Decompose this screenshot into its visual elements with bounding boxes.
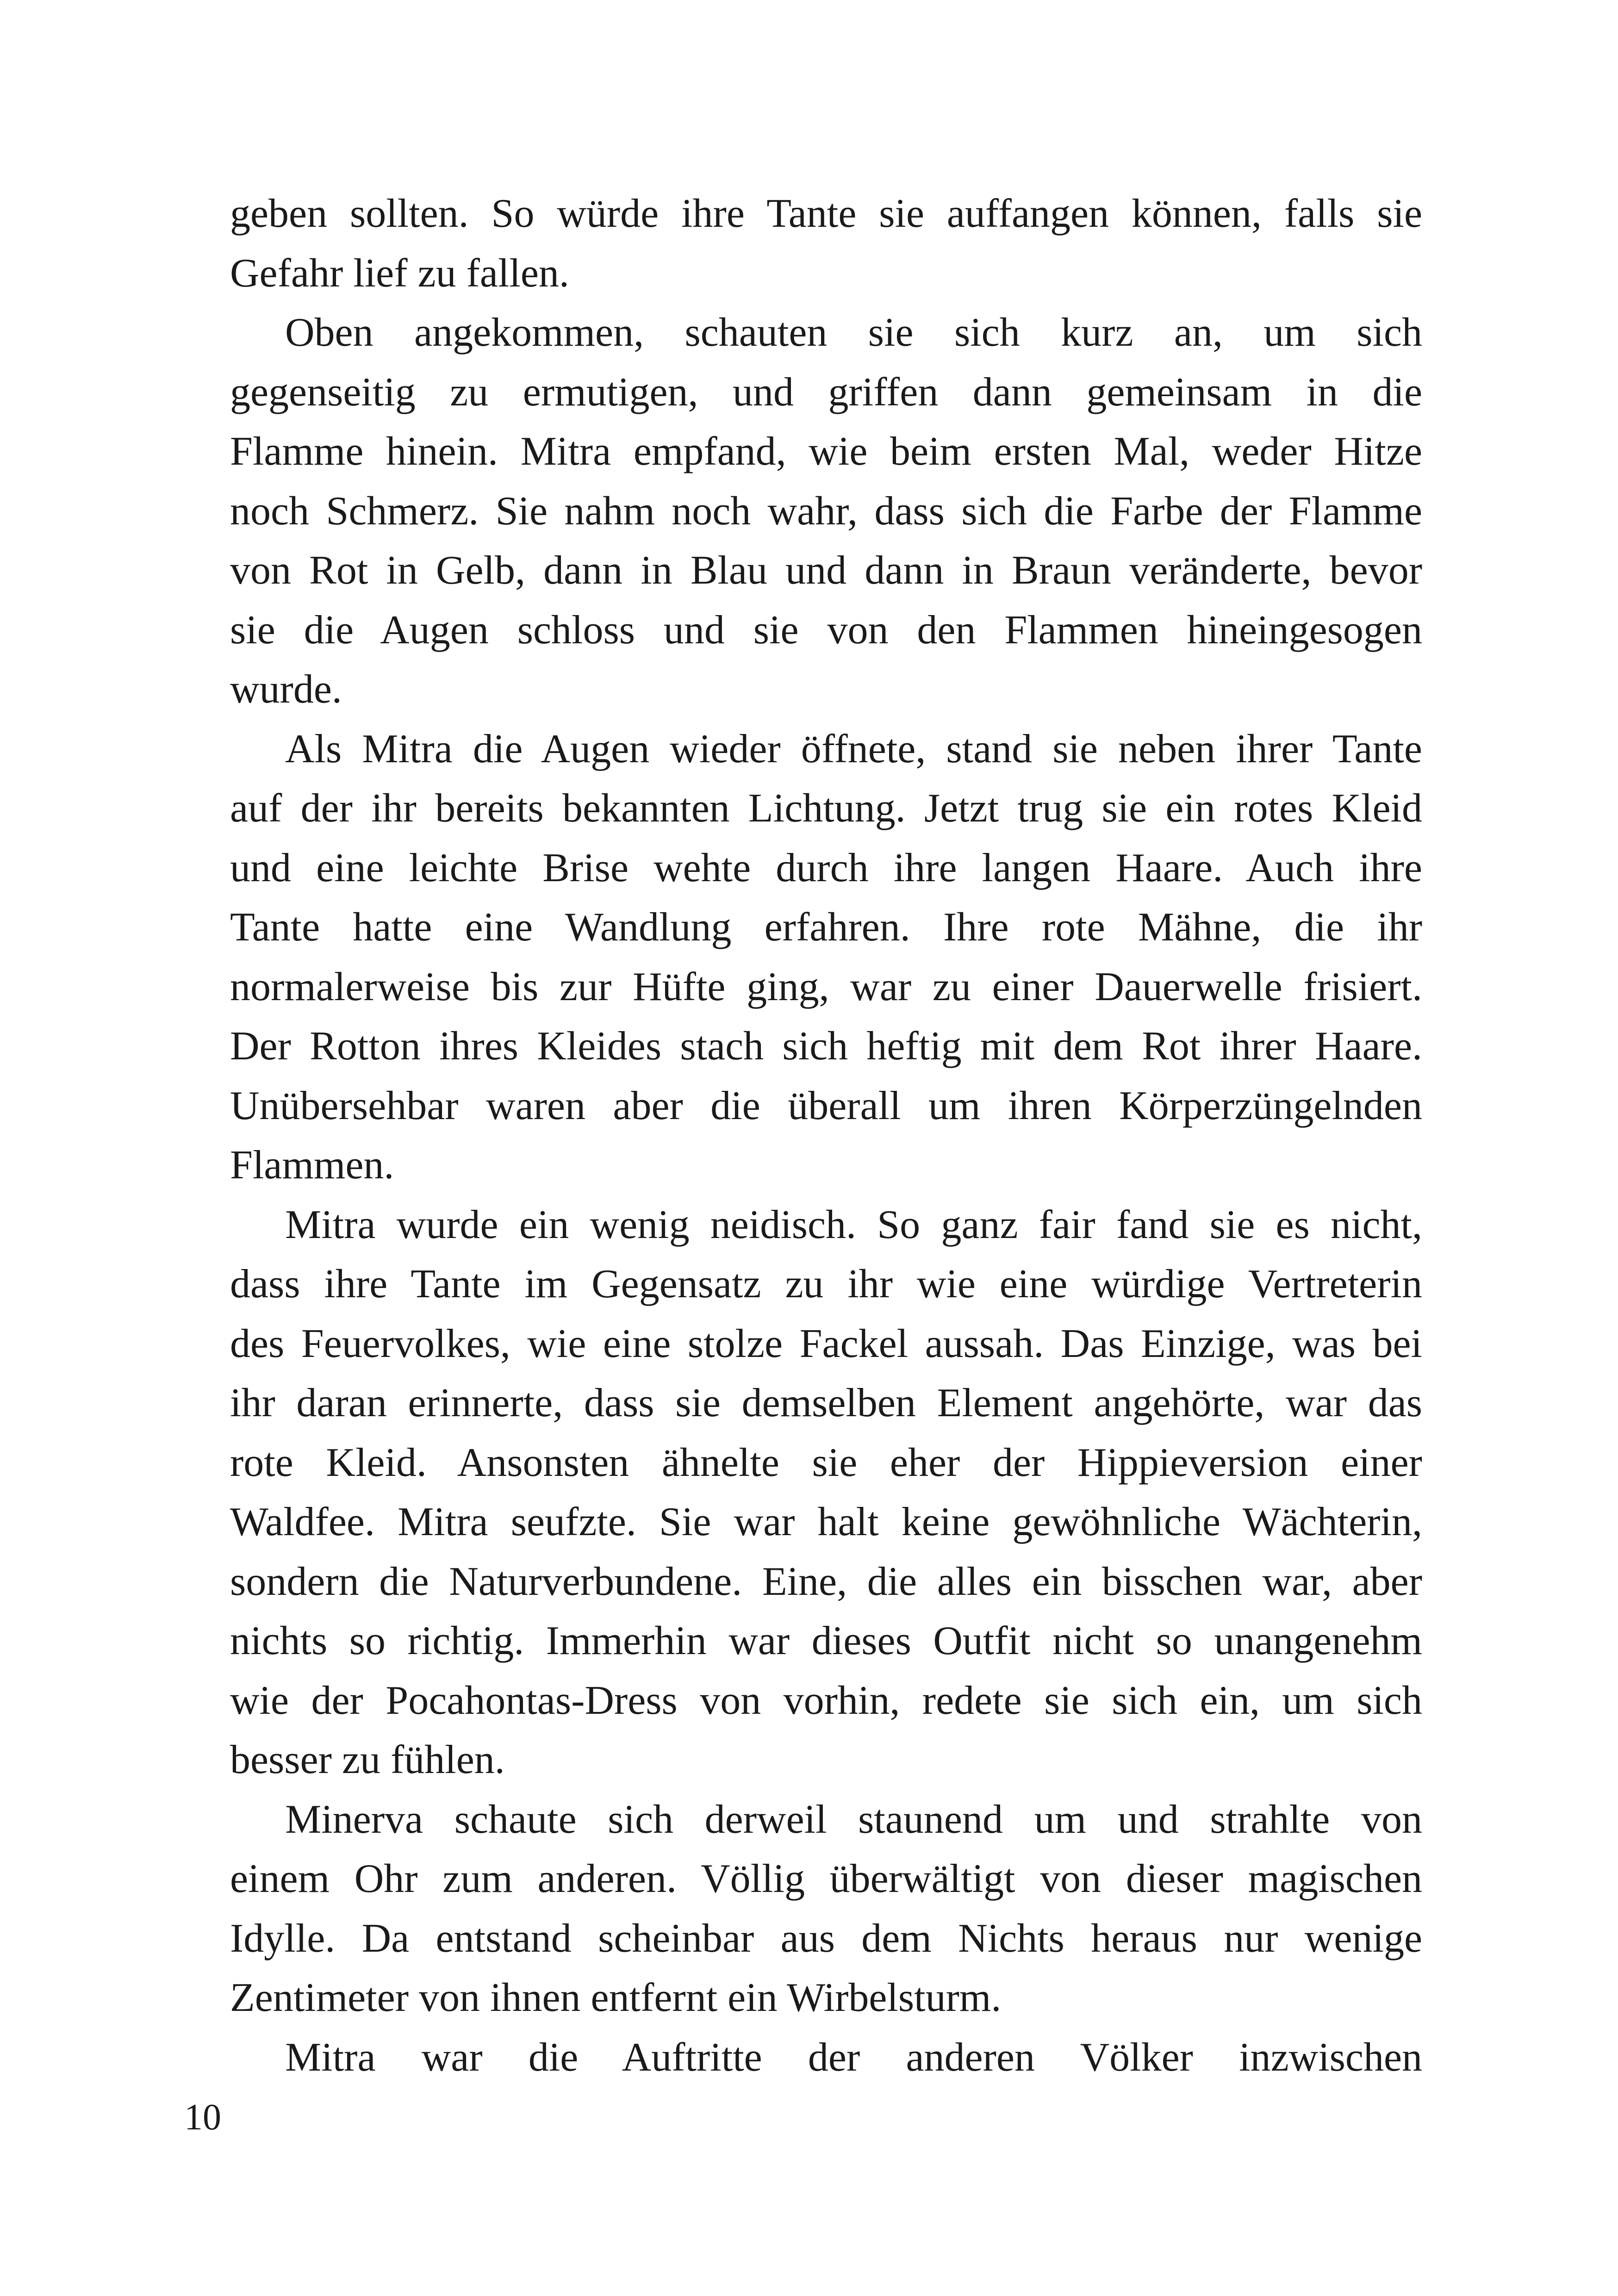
paragraph-line: ihr daran erinnerte, dass sie demselben Element angehörte, war das — [230, 1381, 1422, 1425]
paragraph-last-line: Flammen. — [230, 1143, 394, 1188]
paragraph-line: Waldfee. Mitra seufzte. Sie war halt keine gewöhnliche Wächterin, — [230, 1500, 1422, 1544]
paragraph-line: nichts so richtig. Immerhin war dieses Outfit nicht so unangenehm — [230, 1618, 1422, 1663]
paragraph-line: normalerweise bis zur Hüfte ging, war zu einer Dauerwelle frisiert. — [230, 964, 1422, 1009]
paragraph: Oben angekommen, schauten sie sich kurz an, um sich — [285, 310, 1422, 355]
page-number: 10 — [184, 2097, 221, 2138]
paragraph-line: Idylle. Da entstand scheinbar aus dem Nichts heraus nur wenige — [230, 1916, 1422, 1961]
paragraph-line: gegenseitig zu ermutigen, und griffen dann gemeinsam in die — [230, 369, 1422, 415]
paragraph-line: des Feuervolkes, wie eine stolze Fackel aussah. Das Einzige, was bei — [230, 1321, 1422, 1366]
paragraph-line: Flamme hinein. Mitra empfand, wie beim ersten Mal, weder Hitze — [230, 429, 1422, 474]
paragraph: Als Mitra die Augen wieder öffnete, stand sie neben ihrer Tante — [285, 726, 1422, 772]
paragraph-last-line: wurde. — [230, 667, 342, 712]
paragraph-line: sondern die Naturverbundene. Eine, die alles ein bisschen war, aber — [230, 1559, 1422, 1604]
paragraph-line: noch Schmerz. Sie nahm noch wahr, dass sich die Farbe der Flamme — [230, 488, 1422, 534]
paragraph-line: rote Kleid. Ansonsten ähnelte sie eher der Hippieversion einer — [230, 1440, 1422, 1485]
paragraph-line: einem Ohr zum anderen. Völlig überwältigt von dieser magischen — [230, 1856, 1422, 1901]
paragraph-line: auf der ihr bereits bekannten Lichtung. Jetzt trug sie ein rotes Kleid — [230, 786, 1422, 831]
paragraph: Mitra wurde ein wenig neidisch. So ganz fair fand sie es nicht, — [285, 1202, 1422, 1247]
paragraph: Mitra war die Auftritte der anderen Völker inzwischen — [285, 2035, 1422, 2080]
paragraph: Minerva schaute sich derweil staunend um und strahlte von — [285, 1797, 1422, 1842]
paragraph-last-line: besser zu fühlen. — [230, 1737, 505, 1782]
paragraph-line: wie der Pocahontas-Dress von vorhin, redete sie sich ein, um sich — [230, 1678, 1422, 1723]
paragraph-line: Der Rotton ihres Kleides stach sich heftig mit dem Rot ihrer Haare. — [230, 1024, 1422, 1069]
paragraph-line: Unübersehbar waren aber die überall um ihren Körperzüngelnden — [230, 1083, 1422, 1128]
paragraph: geben sollten. So würde ihre Tante sie auffangen können, falls sie — [230, 191, 1422, 236]
paragraph-line: dass ihre Tante im Gegensatz zu ihr wie eine würdige Vertreterin — [230, 1262, 1422, 1307]
paragraph-last-line: Zentimeter von ihnen entfernt ein Wirbelsturm. — [230, 1975, 1002, 2020]
paragraph-last-line: Gefahr lief zu fallen. — [230, 250, 569, 296]
body-text — [230, 184, 1422, 2087]
paragraph-line: und eine leichte Brise wehte durch ihre langen Haare. Auch ihre — [230, 845, 1422, 890]
paragraph-line: sie die Augen schloss und sie von den Flammen hineingesogen — [230, 607, 1422, 653]
paragraph-line: von Rot in Gelb, dann in Blau und dann in Braun veränderte, bevor — [230, 548, 1422, 593]
paragraph-line: Tante hatte eine Wandlung erfahren. Ihre rote Mähne, die ihr — [230, 905, 1422, 950]
